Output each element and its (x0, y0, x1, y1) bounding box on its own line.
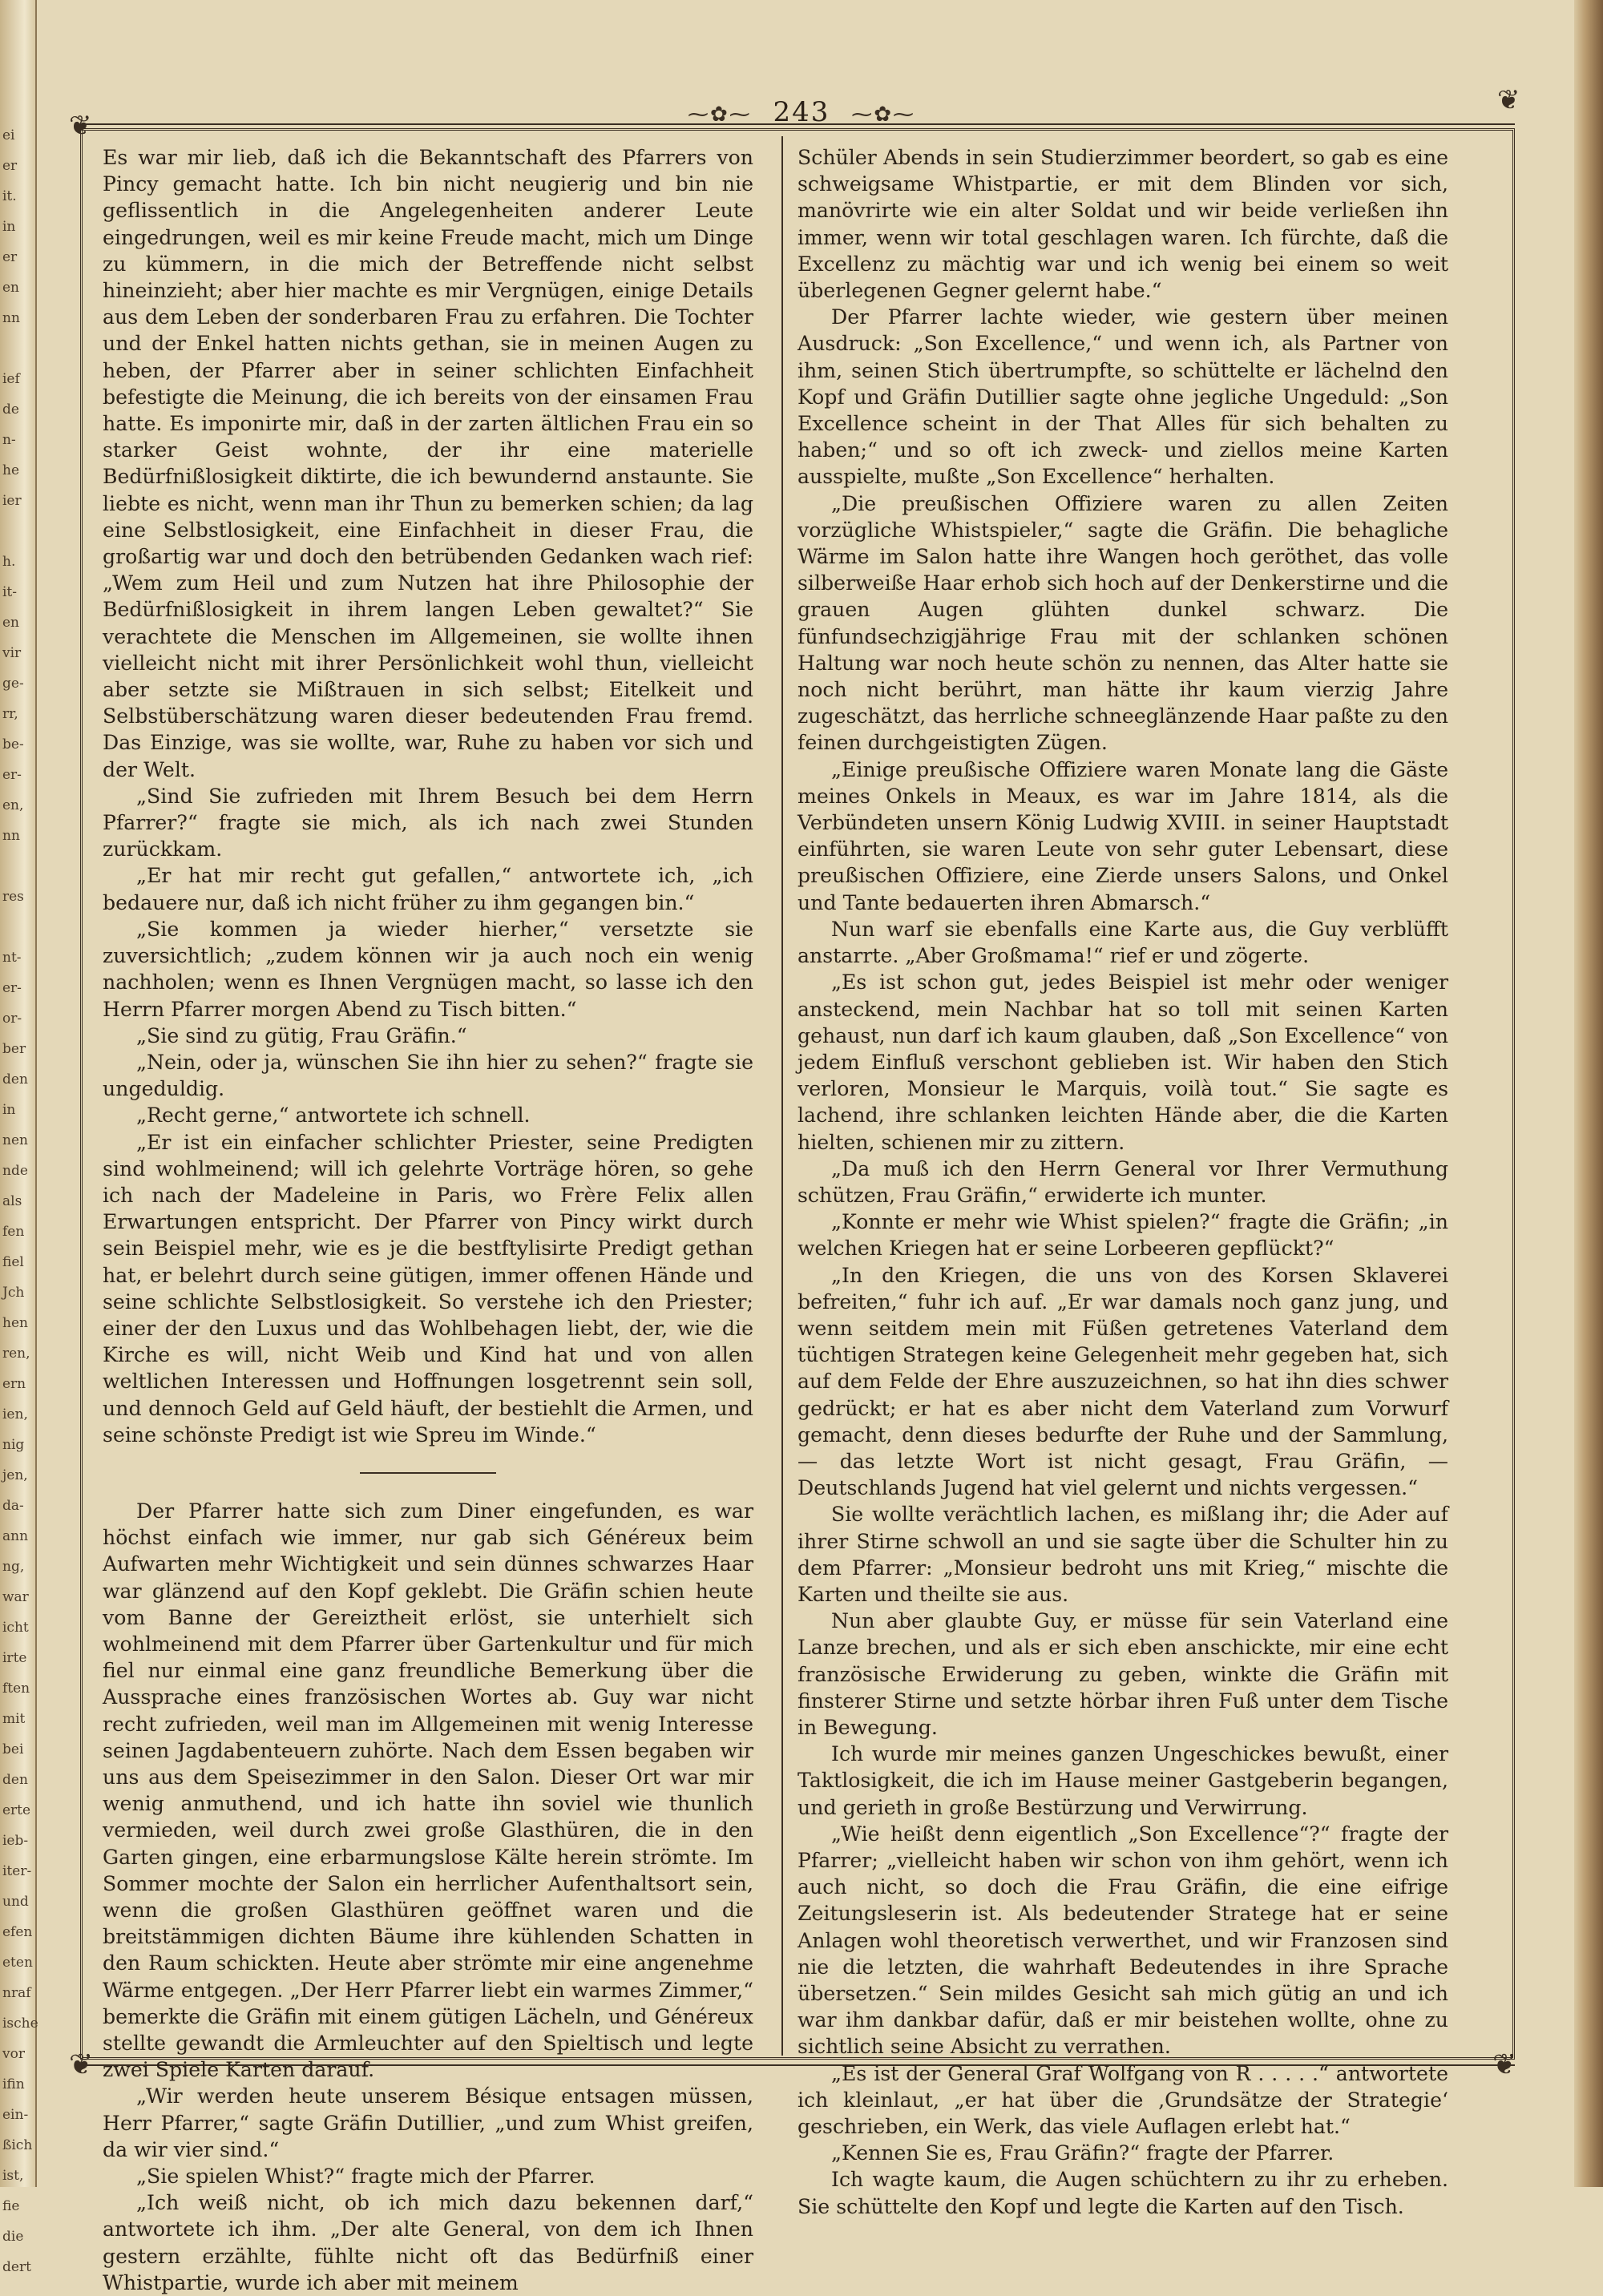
margin-fragment: it- (2, 584, 18, 600)
margin-fragment: ern (2, 1376, 26, 1392)
margin-fragment: erte (2, 1802, 31, 1818)
binding-right (1574, 0, 1603, 2187)
margin-fragment: ge- (2, 676, 24, 692)
margin-fragment: Jch (2, 1285, 25, 1301)
paragraph: „Sind Sie zufrieden mit Ihrem Besuch bei dem Herrn Pfarrer?“ fragte sie mich, als ich nach zwei Stunden zurückkam. (103, 784, 753, 862)
paragraph: Schüler Abends in sein Studierzimmer beordert, so gab es eine schweigsame Whistpartie, er mit dem Blinden vor sich, manövrirte wie ein alter Soldat und wir beide verließen ihn immer, wenn wir total geschlagen waren. Ich fürchte, daß die Excellenz zu mächtig war und ich wenig bei einem so weit überlegenen Gegner gelernt habe.“ (797, 146, 1448, 303)
margin-fragment: er- (2, 767, 22, 783)
margin-fragment: be- (2, 736, 24, 753)
margin-fragment: nen (2, 1132, 28, 1148)
paragraph: „Konnte er mehr wie Whist spielen?“ fragte die Gräfin; „in welchen Kriegen hat er seine Lorbeeren gepflückt?“ (797, 1210, 1448, 1261)
paragraph: „Einige preußische Offiziere waren Monate lang die Gäste meines Onkels in Meaux, es war im Jahre 1814, als die Verbündeten unsern König Ludwig XVIII. in seiner Hauptstadt einführten, sie waren Leute von sehr guter Lebensart, diese preußischen Offiziere, eine Zierde unsers Salons, und Onkel und Tante bedauerten ihren Abmarsch.“ (797, 757, 1448, 914)
margin-fragment: in (2, 219, 16, 235)
paragraph: „Kennen Sie es, Frau Gräfin?“ fragte der Pfarrer. (831, 2141, 1334, 2165)
margin-fragment: fen (2, 1224, 25, 1240)
margin-fragment: efen (2, 1924, 33, 1940)
margin-fragment: irte (2, 1650, 27, 1666)
margin-fragment: er (2, 158, 18, 174)
paragraph: Ich wagte kaum, die Augen schüchtern zu ihr zu erheben. Sie schüttelte den Kopf und legte die Karten auf den Tisch. (797, 2168, 1448, 2218)
corner-ornament-top-left-icon: ❦ (69, 110, 92, 142)
margin-fragment: ann (2, 1528, 29, 1544)
margin-fragment: n- (2, 432, 16, 448)
margin-fragment: ei (2, 127, 15, 143)
paragraph: Nun warf sie ebenfalls eine Karte aus, die Guy verblüfft anstarrte. „Aber Großmama!“ rief er und zögerte. (797, 917, 1448, 968)
paragraph: Der Pfarrer lachte wieder, wie gestern über meinen Ausdruck: „Son Excellence,“ und wenn ich, als Partner von ihm, seinen Stich übertrumpfte, so schüttelte er lächelnd den Kopf und Gräfin Dutillier sagte ohne jegliche Ungeduld: „Son Excellence scheint in der That Alles für sich behalten zu haben;“ und so oft ich zweck- und ziellos meine Karten ausspielte, mußte „Son Excellence“ herhalten. (797, 305, 1448, 489)
margin-fragment: mit (2, 1711, 26, 1727)
page-number: 243 (773, 96, 830, 128)
paragraph: Nun aber glaubte Guy, er müsse für sein Vaterland eine Lanze brechen, und als er sich eben anschickte, mir eine echt französische Erwiderung zu geben, winkte die Gräfin mit finsterer Stirne und setzte hörbar ihren Fuß unter dem Tische in Bewegung. (797, 1609, 1448, 1739)
margin-fragment: icht (2, 1620, 29, 1636)
margin-fragment: nraf (2, 1985, 31, 2001)
margin-fragment: nde (2, 1163, 28, 1179)
left-column (103, 144, 753, 2296)
margin-fragment: ifin (2, 2076, 25, 2092)
margin-fragment: jen, (2, 1467, 28, 1483)
margin-fragment: als (2, 1193, 22, 1209)
margin-fragment: ber (2, 1041, 26, 1057)
margin-fragment: dert (2, 2259, 31, 2275)
column-divider (781, 136, 783, 2056)
margin-fragment: ren, (2, 1346, 30, 1362)
margin-fragment: und (2, 1894, 29, 1910)
margin-fragment: nn (2, 828, 20, 844)
margin-fragment: ist, (2, 2168, 24, 2184)
margin-fragment (2, 333, 31, 364)
margin-fragment: ien, (2, 1406, 28, 1422)
margin-fragment: en (2, 280, 20, 296)
margin-fragment: in (2, 1102, 16, 1118)
margin-fragment: ein- (2, 2107, 29, 2123)
paragraph: „Wir werden heute unserem Bésique entsagen müssen, Herr Pfarrer,“ sagte Gräfin Dutillier, „und zum Whist greifen, da wir vier sind.“ (103, 2084, 753, 2161)
margin-fragment: de (2, 401, 19, 418)
paragraph: „Wie heißt denn eigentlich „Son Excellence“?“ fragte der Pfarrer; „vielleicht haben wir schon von ihm gehört, wenn ich auch nicht, so doch die Frau Gräfin, die eine eifrige Zeitungsleserin ist. Als bedeutender Stratege hat er seine Anlagen wohl theoretisch verwerthet, und wir Franzosen sind nie die letzten, die wahrhaft Bedeutendes in ihre Sprache übersetzen.“ Sein mildes Gesicht sah mich gütig an und ich war ihm dankbar dafür, daß er mir beistehen wollte, ohne zu sichtlich seine Absicht zu verrathen. (797, 1822, 1448, 2059)
margin-fragment: die (2, 2229, 24, 2245)
paragraph: Es war mir lieb, daß ich die Bekanntschaft des Pfarrers von Pincy gemacht hatte. Ich bin nicht neugierig und bin nie geflissentlich in die Angelegenheiten anderer Leute eingedrungen, weil es mir keine Freude macht, mich um Dinge zu kümmern, in die mich der Betreffende nicht selbst hineinzieht; aber hier machte es mir Vergnügen, einige Details aus dem Leben der sonderbaren Frau zu erfahren. Die Tochter und der Enkel hatten nichts gethan, sie in meinen Augen zu heben, der Pfarrer aber in seiner schlichten Einfachheit befestigte die Meinung, die ich bereits von der einsamen Frau hatte. Es imponirte mir, daß in der zarten ältlichen Frau ein so starker Geist wohnte, der ihr eine materielle Bedürfnißlosigkeit diktirte, die ich bewundernd anstaunte. Sie liebte es nicht, wenn man ihr Thun zu bemerken schien; da lag eine Selbstlosigkeit, eine Einfachheit in dieser Frau, die großartig war und doch den betrübenden Gedanken wach rief: „Wem zum Heil und zum Nutzen hat ihre Philosophie der Bedürfnißlosigkeit in ihrem langen Leben gewaltet?“ Sie verachtete die Menschen im Allgemeinen, sie wollte ihnen vielleicht nicht mit ihrer Persönlichkeit wohl thun, vielleicht aber setzte sie Mißtrauen in sich selbst; Eitelkeit und Selbstüberschätzung waren dieser bedeutenden Frau fremd. Das Einzige, was sie wollte, war, Ruhe zu haben vor sich und der Welt. (103, 146, 753, 781)
margin-fragment (2, 912, 31, 942)
margin-fragment: it. (2, 188, 17, 204)
paragraph: „In den Kriegen, die uns von des Korsen Sklaverei befreiten,“ fuhr ich auf. „Er war damals noch ganz jung, und wenn seitdem mein mit Füßen getretenes Vaterland dem tüchtigen Strategen keine Gelegenheit mehr gegeben hat, sich auf dem Felde der Ehre auszuzeichnen, so hat ihn dies schwer gedrückt; er hat es aber nicht dem Vaterland zum Vorwurf gemacht, denn dieses bedurfte der Ruhe und der Sammlung, — das letzte Wort ist nicht gesagt, Frau Gräfin, — Deutschlands Jugend hat viel gelernt und nichts vergessen.“ (797, 1263, 1448, 1500)
margin-fragment: ften (2, 1681, 30, 1697)
paragraph: Ich wurde mir meines ganzen Ungeschickes bewußt, einer Taktlosigkeit, die ich im Hause meiner Gastgeberin begangen, und gerieth in große Bestürzung und Verwirrung. (797, 1742, 1448, 1819)
margin-fragment: res (2, 889, 24, 905)
paragraph: „Er hat mir recht gut gefallen,“ antwortete ich, „ich bedauere nur, daß ich nicht früher zu ihm gegangen bin.“ (103, 864, 753, 914)
margin-fragment: ische (2, 2016, 38, 2032)
paragraph: „Sie kommen ja wieder hierher,“ versetzte sie zuversichtlich; „zudem können wir ja auch noch ein wenig nachholen; wenn es Ihnen Vergnügen macht, so lasse ich den Herrn Pfarrer morgen Abend zu Tisch bitten.“ (103, 917, 753, 1021)
margin-fragment: den (2, 1772, 28, 1788)
margin-fragment: fie (2, 2198, 20, 2214)
corner-ornament-top-right-icon: ❦ (1497, 84, 1520, 116)
margin-fragment: iter- (2, 1863, 32, 1879)
margin-fragment: or- (2, 1011, 22, 1027)
paragraph: „Es ist schon gut, jedes Beispiel ist mehr oder weniger ansteckend, mein Nachbar hat so toll mit seinen Karten gehaust, nun darf ich kaum glauben, daß „Son Excellence“ von jedem Einfluß verschont geblieben ist. Wir haben den Stich verloren, Monsieur le Marquis, voilà tout.“ Sie sagte es lachend, ihre schlanken leichten Hände aber, die die Karten hielten, schienen mir zu zittern. (797, 970, 1448, 1154)
margin-fragment: er (2, 249, 18, 265)
margin-fragment: da- (2, 1498, 24, 1514)
margin-fragment (2, 516, 31, 547)
adjacent-page-margin (2, 120, 38, 2275)
margin-fragment: den (2, 1071, 28, 1087)
margin-fragment: h. (2, 554, 16, 570)
right-column (797, 144, 1448, 2220)
margin-fragment: eten (2, 1955, 33, 1971)
paragraph: „Sie sind zu gütig, Frau Gräfin.“ (136, 1023, 467, 1047)
paragraph: Sie wollte verächtlich lachen, es mißlang ihr; die Ader auf ihrer Stirne schwoll an und sie sagte über die Schulter hin zu dem Pfarrer: „Monsieur bedroht uns mit Krieg,“ mischte die Karten und theilte sie aus. (797, 1503, 1448, 1606)
ornament-right-icon: ⁓✿⁓ (851, 103, 916, 127)
margin-fragment: nig (2, 1437, 25, 1453)
margin-fragment: vor (2, 2046, 25, 2062)
margin-fragment: vir (2, 645, 22, 661)
margin-fragment: ier (2, 493, 22, 509)
frame-top-rule (80, 123, 1515, 125)
margin-fragment: en (2, 615, 20, 631)
paragraph: „Nein, oder ja, wünschen Sie ihn hier zu sehen?“ fragte sie ungeduldig. (103, 1050, 753, 1101)
margin-fragment: hen (2, 1315, 28, 1331)
paragraph: „Da muß ich den Herrn General vor Ihrer Vermuthung schützen, Frau Gräfin,“ erwiderte ich munter. (797, 1156, 1448, 1207)
paragraph: „Recht gerne,“ antwortete ich schnell. (136, 1104, 531, 1128)
paragraph: Der Pfarrer hatte sich zum Diner eingefunden, es war höchst einfach wie immer, nur gab sich Généreux beim Aufwarten mehr Wichtigkeit und sein dünnes schwarzes Haar war glänzend auf den Kopf geklebt. Die Gräfin schien heute vom Banne der Gereiztheit erlöst, sie unterhielt sich wohlmeinend mit dem Pfarrer über Gartenkultur und für mich fiel nur einmal eine ganz freundliche Bemerkung über die Aussprache eines französischen Wortes ab. Guy war nicht recht zufrieden, weil man im Allgemeinen mit wenig Interesse seinen Jagdabenteuern zuhörte. Nach dem Essen begaben wir uns aus dem Speisezimmer in den Salon. Dieser Ort war mir wenig anmuthend, und ich hatte ihn soviel wie thunlich vermieden, weil durch zwei große Glasthüren, die in den Garten gingen, eine erbarmungslose Kälte herein strömte. Im Sommer mochte der Salon ein herrlicher Aufenthaltsort sein, wenn die großen Glasthüren geöffnet waren und die breitstämmigen dichten Bäume ihre kühlenden Schatten in den Raum schickten. Heute aber strömte mir eine angenehme Wärme entgegen. „Der Herr Pfarrer liebt ein warmes Zimmer,“ bemerkte die Gräfin mit einem gütigen Lächeln, und Généreux stellte gewandt die Armleuchter auf den Spieltisch und legte zwei Spiele Karten darauf. (103, 1499, 753, 2082)
margin-fragment: er- (2, 980, 22, 996)
corner-ornament-bottom-left-icon: ❦ (69, 2048, 94, 2081)
corner-ornament-bottom-right-icon: ❦ (1492, 2048, 1517, 2081)
paragraph: „Er ist ein einfacher schlichter Priester, seine Predigten sind wohlmeinend; will ich gelehrte Vorträge hören, so gehe ich nach der Madeleine in Paris, wo Frère Felix allen Erwartungen entspricht. Der Pfarrer von Pincy wirkt durch sein Beispiel mehr, wie es je die bestftylisirte Predigt gethan hat, er belehrt durch seine gütigen, immer offenen Hände und seine schlichte Selbstlosigkeit. So verstehe ich den Priester; einer der den Luxus und das Wohlbehagen liebt, der, wie die Kirche es will, nicht Weib und Kind hat und von allen weltlichen Interessen und Hoffnungen losgetrennt sein soll, und dennoch Geld auf Geld häuft, der bestiehlt die Armen, und seine schönste Predigt ist wie Spreu im Winde.“ (103, 1130, 753, 1447)
margin-fragment: ieb- (2, 1833, 29, 1849)
margin-fragment: ng, (2, 1559, 25, 1575)
margin-fragment: nt- (2, 950, 22, 966)
margin-fragment (2, 851, 31, 882)
margin-fragment: war (2, 1589, 29, 1605)
margin-fragment: ief (2, 371, 20, 387)
paragraph: „Ich weiß nicht, ob ich mich dazu bekennen darf,“ antwortete ich ihm. „Der alte General, von dem ich Ihnen gestern erzählte, fühlte nicht oft das Bedürfniß einer Whistpartie, wurde ich aber mit meinem (103, 2191, 753, 2294)
margin-fragment: bei (2, 1741, 24, 1757)
paragraph: „Sie spielen Whist?“ fragte mich der Pfarrer. (136, 2165, 596, 2189)
margin-fragment: fiel (2, 1254, 24, 1270)
margin-fragment: en, (2, 797, 24, 813)
margin-fragment: nn (2, 310, 20, 326)
paragraph: „Die preußischen Offiziere waren zu allen Zeiten vorzügliche Whistspieler,“ sagte die Gräfin. Die behagliche Wärme im Salon hatte ihre Wangen hoch geröthet, das volle silberweiße Haar erhob sich hoch auf der Denkerstirne und die grauen Augen glühten dunkel schwarz. Die fünfundsechzigjährige Frau mit der schlanken schönen Haltung war noch heute schön zu nennen, das Alter hatte sie noch nicht berührt, man hätte ihr kaum vierzig Jahre zugeschätzt, das herrliche schneeglänzende Haar paßte zu den feinen durchgeistigten Zügen. (797, 491, 1448, 755)
margin-fragment: ßich (2, 2137, 33, 2153)
section-divider (360, 1472, 496, 1474)
margin-fragment: rr, (2, 706, 18, 722)
margin-fragment: he (2, 462, 20, 478)
ornament-left-icon: ⁓✿⁓ (687, 103, 752, 127)
paragraph: „Es ist der General Graf Wolfgang von R . . . . .“ antwortete ich kleinlaut, „er hat über die ‚Grundsätze der Strategie‘ geschrieben, ein Werk, das viele Auflagen erlebt hat.“ (797, 2061, 1448, 2139)
